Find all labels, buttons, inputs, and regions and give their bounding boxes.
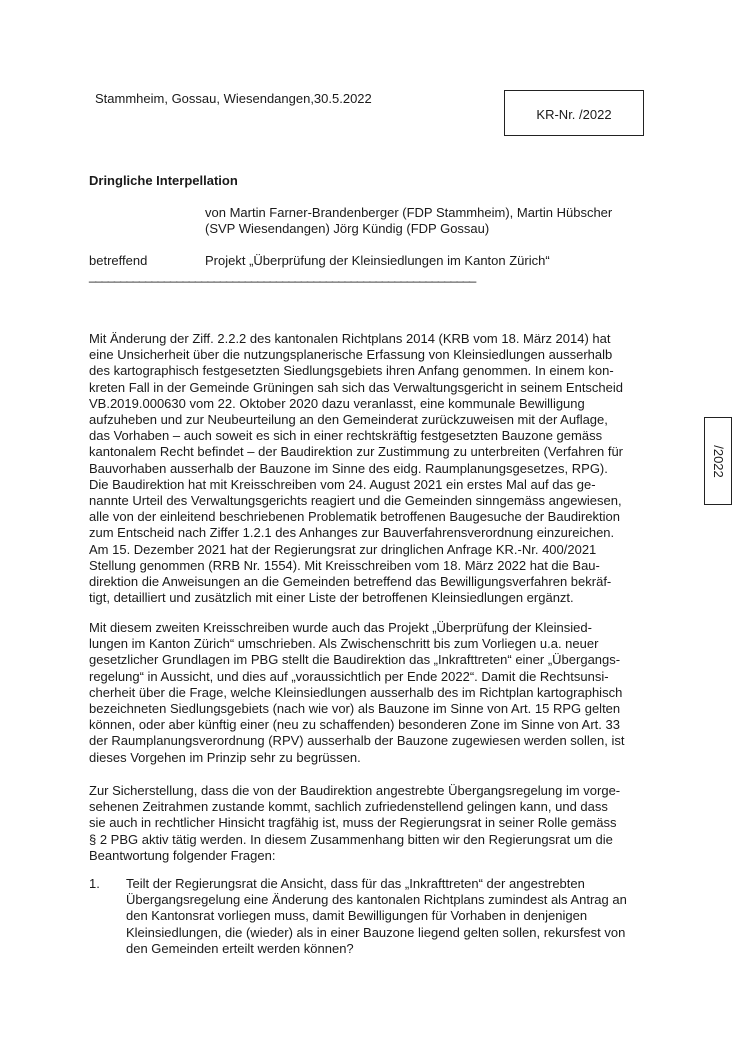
text-line: kreten Fall in der Gemeinde Grüningen sah sich das Verwaltungsgericht in seinem Entscheid [89,379,624,395]
text-line: dieses Vorgehen im Prinzip sehr zu begrüssen. [89,749,361,765]
text-line: sehenen Zeitrahmen zustande kommt, sachlich zufriedenstellend gelingen kann, und dass [89,799,608,815]
text-line: können, oder aber künftig einer (neu zu schaffenden) besonderen Zone im Sinne von Art. 33 [89,717,620,733]
body-paragraph-3 [89,783,620,864]
text-line: kantonalem Recht befindet – der Baudirektion zur Zustimmung zu unterbreiten (Verfahren für [89,444,624,460]
text-line: Die Baudirektion hat mit Kreisschreiben vom 24. August 2021 ein erstes Mal auf das ge- [89,476,596,492]
text-line: der Raumplanungsverordnung (RPV) ausserhalb der Bauzone zugewiesen werden sollen, ist [89,733,625,749]
text-line: VB.2019.000630 vom 22. Oktober 2020 dazu veranlasst, eine kommunale Bewilligung [89,395,585,411]
authors-line: (SVP Wiesendangen) Jörg Kündig (FDP Gossau) [205,221,490,236]
text-line: den Gemeinden erteilt werden können? [126,940,354,956]
subject-text: Projekt „Überprüfung der Kleinsiedlungen im Kanton Zürich“ [205,253,550,268]
text-line: bezeichneten Siedlungsgebiets (nach wie vor) als Bauzone im Sinne von Art. 15 RPG gelten [89,701,621,717]
text-line: nannte Urteil des Verwaltungsgerichts reagiert und die Gemeinden sinngemäss angewiesen, [89,493,622,509]
text-line: Übergangsregelung eine Änderung des kantonalen Richtplans zumindest als Antrag an [126,892,627,908]
text-line: Mit diesem zweiten Kreisschreiben wurde auch das Projekt „Überprüfung der Kleinsied- [89,620,592,635]
text-line: sie auch in rechtlicher Hinsicht tragfähig ist, muss der Regierungsrat in seiner Rolle gemäss [89,815,617,831]
text-line: Kleinsiedlungen, die (wieder) als in einer Bauzone liegend gelten sollen, rekursfest von [126,924,626,940]
question-number: 1. [89,876,100,891]
kr-number: KR-Nr. /2022 [536,107,612,122]
subject-label: betreffend [89,253,148,268]
side-tab-label: /2022 [710,444,726,478]
text-line: gesetzlicher Grundlagen im PBG stellt die Baudirektion das „Inkrafttreten“ einer „Übergangs- [89,652,621,668]
text-line: das Vorhaben – auch soweit es sich in einer rechtskräftig festgesetzten Bauzone gemäss [89,428,603,444]
question-text [126,876,627,957]
text-line: cherheit über die Frage, welche Kleinsiedlungen ausserhalb des im Richtplan kartographisch [89,684,623,700]
text-line: des kartographisch festgesetzten Siedlungsgebiets ihren Anfang genommen. In einem kon- [89,363,614,379]
text-line: Am 15. Dezember 2021 hat der Regierungsrat zur dringlichen Anfrage KR.-Nr. 400/2021 [89,541,597,557]
text-line: Bauvorhaben ausserhalb der Bauzone im Sinne des eidg. Raumplanungsgesetzes, RPG). [89,460,608,476]
document-type-heading: Dringliche Interpellation [89,173,238,188]
body-paragraph-1 [89,331,623,606]
separator-line: ______________________________________________________________ [89,268,476,283]
place-date: Stammheim, Gossau, Wiesendangen,30.5.2022 [95,91,372,106]
text-line: Stellung genommen (RRB Nr. 1554). Mit Kreisschreiben vom 18. März 2022 hat die Bau- [89,557,600,573]
text-line: alle von der einleitend beschriebenen Problematik betroffenen Baugesuche der Baudirektion [89,509,620,525]
text-line: regelung“ in Aussicht, und dies auf „voraussichtlich per Ende 2022“. Damit die Rechtsunsi- [89,668,609,684]
text-line: Zur Sicherstellung, dass die von der Baudirektion angestrebte Übergangsregelung im vorge- [89,783,621,798]
text-line: Beantwortung folgender Fragen: [89,847,276,863]
text-line: Mit Änderung der Ziff. 2.2.2 des kantonalen Richtplans 2014 (KRB vom 18. März 2014) hat [89,331,611,346]
text-line: tigt, detailliert und zusätzlich mit einer Liste der betroffenen Kleinsiedlungen ergänzt. [89,590,574,606]
body-paragraph-2 [89,620,624,766]
text-line: § 2 PBG aktiv tätig werden. In diesem Zusammenhang bitten wir den Regierungsrat um die [89,831,613,847]
text-line: Teilt der Regierungsrat die Ansicht, dass für das „Inkrafttreten“ der angestrebten [126,876,585,891]
text-line: den Kantonsrat vorliegen muss, damit Bewilligungen für Vorhaben in denjenigen [126,908,588,924]
side-tab [704,417,732,505]
text-line: zum Entscheid nach Ziffer 1.2.1 des Anhanges zur Bauverfahrensverordnung einzureichen. [89,525,615,541]
text-line: aufzuheben und zur Neubeurteilung an den Gemeinderat zurückzuweisen mit der Auflage, [89,412,608,428]
authors-line: von Martin Farner-Brandenberger (FDP Stammheim), Martin Hübscher [205,205,613,220]
kr-number-box [504,90,644,136]
text-line: eine Unsicherheit über die nutzungsplanerische Erfassung von Kleinsiedlungen ausserhalb [89,347,613,363]
text-line: direktion die Anweisungen an die Gemeinden betreffend das Bewilligungsverfahren bekräf- [89,574,612,590]
authors [205,205,655,237]
text-line: lungen im Kanton Zürich“ umschrieben. Als Zwischenschritt bis zum Vorliegen u.a. neuer [89,636,599,652]
